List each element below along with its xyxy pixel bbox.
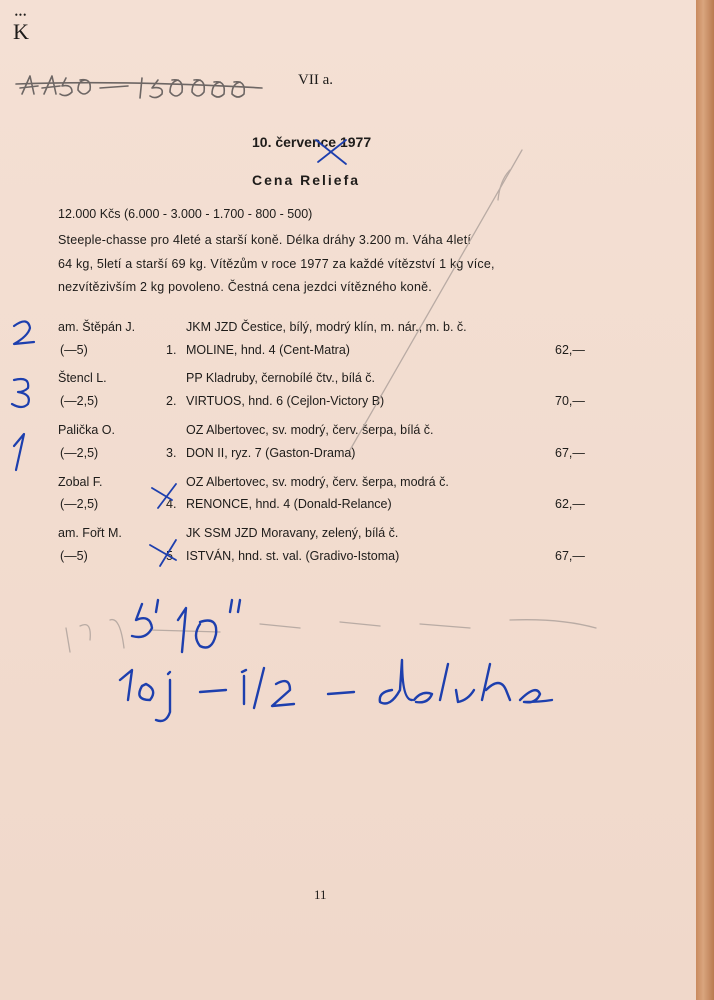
archive-logo xyxy=(10,10,32,50)
race-description-line: Steeple-chasse pro 4leté a starší koně. Délka dráhy 3.200 m. Váha 4letí xyxy=(58,233,472,247)
prize-money: 12.000 Kčs (6.000 - 3.000 - 1.700 - 800 - 500) xyxy=(58,207,313,221)
entry-number: 3. xyxy=(166,446,177,460)
entry-horse: DON II, ryz. 7 (Gaston-Drama) xyxy=(186,446,356,460)
entry-weight: 62,— xyxy=(555,497,585,511)
entry-weight: 67,— xyxy=(555,549,585,563)
entry-owner: JK SSM JZD Moravany, zelený, bílá č. xyxy=(186,526,399,540)
entry-jockey: Palička O. xyxy=(58,423,115,437)
entry-weight: 67,— xyxy=(555,446,585,460)
entry-class: (—2,5) xyxy=(60,394,99,408)
entry-jockey: am. Fořt M. xyxy=(58,526,122,540)
race-description-line: 64 kg, 5letí a starší 69 kg. Vítězům v roce 1977 za každé vítězství 1 kg více, xyxy=(58,257,495,271)
entry-class: (—2,5) xyxy=(60,446,99,460)
race-name: Cena Reliefa xyxy=(252,172,361,188)
page-number: 11 xyxy=(314,887,327,902)
entry-horse: ISTVÁN, hnd. st. val. (Gradivo-Istoma) xyxy=(186,549,400,563)
entry-jockey: Štencl L. xyxy=(58,371,107,385)
entry-jockey: Zobal F. xyxy=(58,475,103,489)
entry-weight: 70,— xyxy=(555,394,585,408)
entry-weight: 62,— xyxy=(555,343,585,357)
entry-class: (—5) xyxy=(60,343,88,357)
race-date: 10. července 1977 xyxy=(252,134,372,150)
booklet-spine xyxy=(696,0,714,1000)
entry-number: 1. xyxy=(166,343,177,357)
entry-owner: JKM JZD Čestice, bílý, modrý klín, m. nár., m. b. č. xyxy=(186,320,467,334)
entry-horse: VIRTUOS, hnd. 6 (Cejlon-Victory B) xyxy=(186,394,385,408)
logo-letter: K xyxy=(13,19,29,44)
entry-horse: RENONCE, hnd. 4 (Donald-Relance) xyxy=(186,497,392,511)
entry-owner: OZ Albertovec, sv. modrý, červ. šerpa, bílá č. xyxy=(186,423,434,437)
section-label: VII a. xyxy=(298,72,333,88)
entry-jockey: am. Štěpán J. xyxy=(58,320,136,334)
entry-class: (—5) xyxy=(60,549,88,563)
entry-number: 4. xyxy=(166,497,177,511)
entry-owner: PP Kladruby, černobílé čtv., bílá č. xyxy=(186,371,375,385)
entry-owner: OZ Albertovec, sv. modrý, červ. šerpa, modrá č. xyxy=(186,475,449,489)
entry-number: 2. xyxy=(166,394,177,408)
logo-dots: ••• xyxy=(14,10,28,20)
entry-class: (—2,5) xyxy=(60,497,99,511)
race-description-line: nezvítězivším 2 kg povoleno. Čestná cena jezdci vítězného koně. xyxy=(58,280,432,294)
entry-number: 5. xyxy=(166,549,177,563)
entry-horse: MOLINE, hnd. 4 (Cent-Matra) xyxy=(186,343,350,357)
